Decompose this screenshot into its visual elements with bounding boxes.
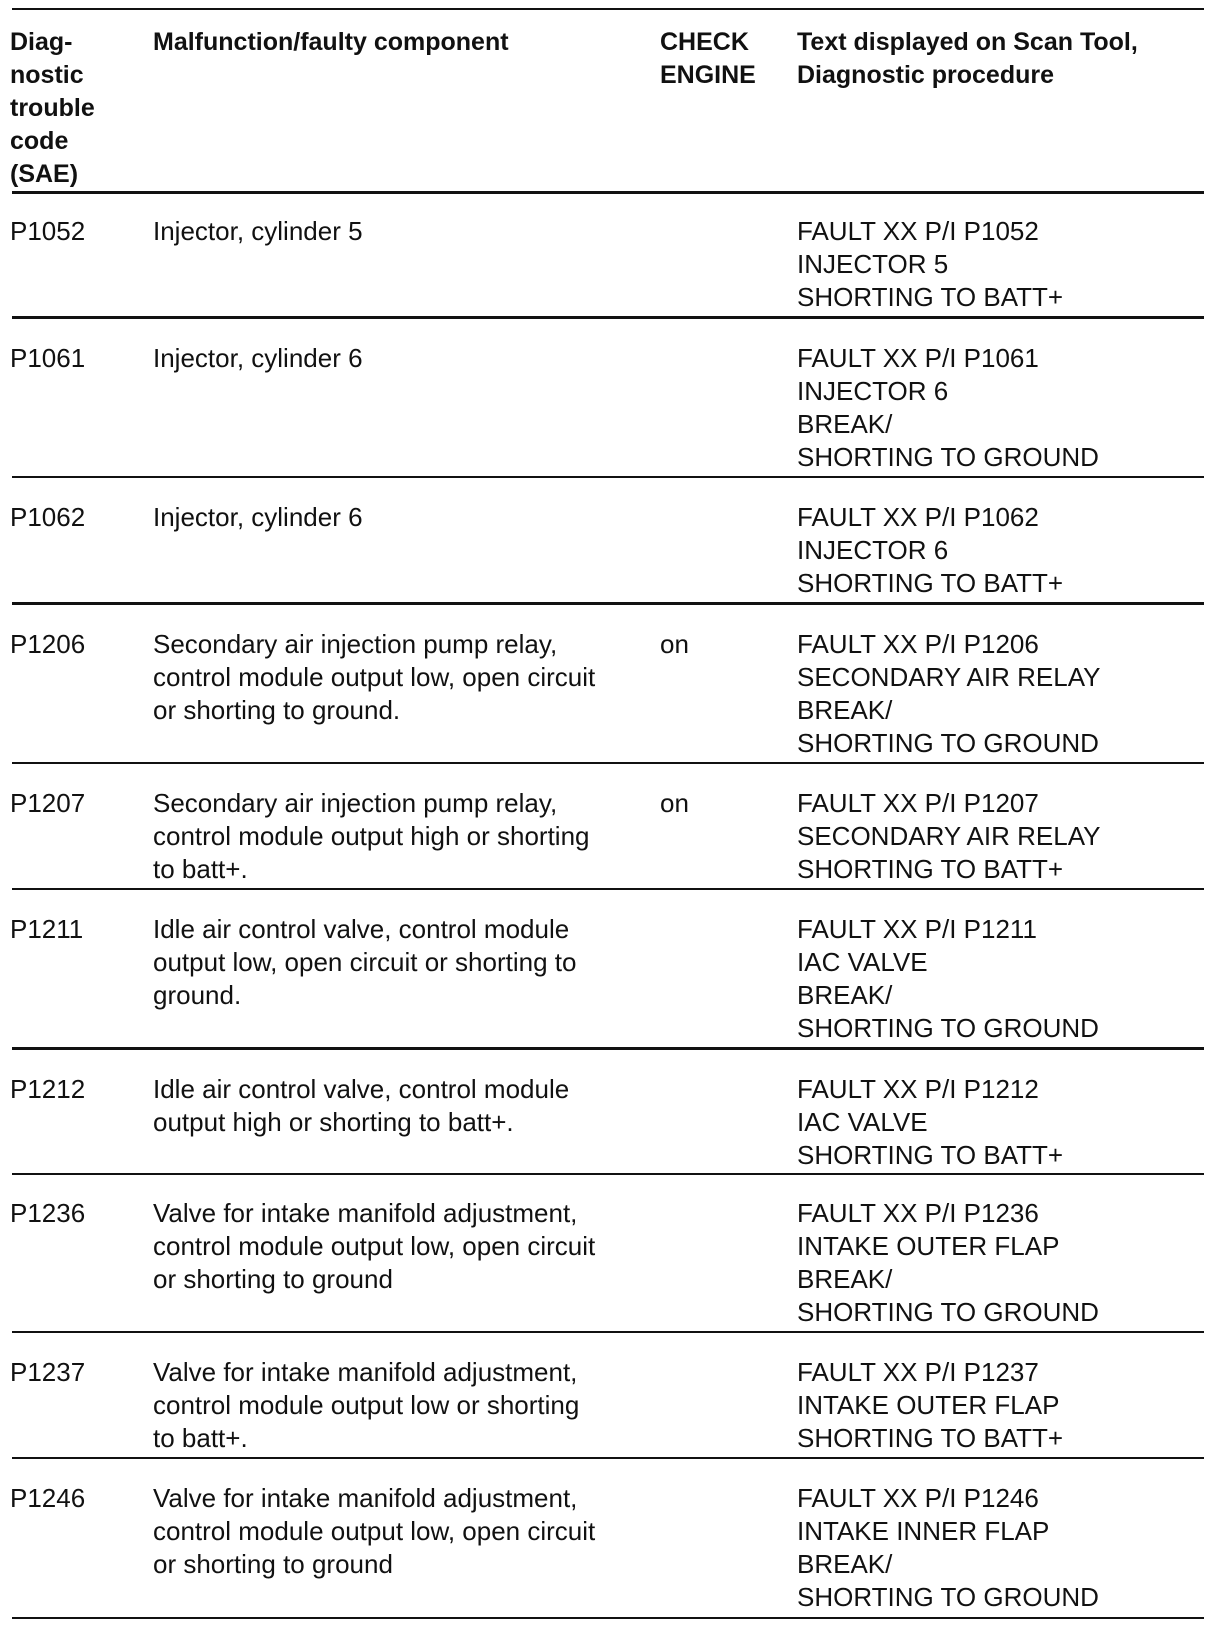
header-check-engine: CHECK ENGINE <box>660 28 756 89</box>
row-desc: Secondary air injection pump relay, control module output high or shorting to batt+. <box>153 788 590 884</box>
row-divider <box>12 1173 1204 1175</box>
row-scan-text: FAULT XX P/I P1237 INTAKE OUTER FLAP SHORTING TO BATT+ <box>797 1357 1064 1453</box>
row-scan-text: FAULT XX P/I P1211 IAC VALVE BREAK/ SHORTING TO GROUND <box>797 914 1099 1043</box>
row-scan-text: FAULT XX P/I P1061 INJECTOR 6 BREAK/ SHORTING TO GROUND <box>797 343 1099 472</box>
row-divider <box>12 762 1204 764</box>
header-rule <box>12 191 1204 194</box>
row-divider <box>12 476 1204 478</box>
row-divider <box>12 316 1204 319</box>
row-desc: Idle air control valve, control module output high or shorting to batt+. <box>153 1074 570 1137</box>
row-desc: Injector, cylinder 5 <box>153 216 363 246</box>
row-desc: Injector, cylinder 6 <box>153 502 363 532</box>
row-desc: Idle air control valve, control module output low, open circuit or shorting to ground. <box>153 914 577 1010</box>
table-top-rule <box>12 8 1204 10</box>
row-code: P1062 <box>10 502 86 532</box>
row-divider <box>12 1331 1204 1333</box>
row-code: P1237 <box>10 1357 86 1387</box>
row-code: P1246 <box>10 1483 86 1513</box>
row-code: P1211 <box>10 914 84 944</box>
row-divider <box>12 1457 1204 1459</box>
row-code: P1236 <box>10 1198 86 1228</box>
row-check-engine: on <box>660 629 689 659</box>
row-divider <box>12 602 1204 605</box>
row-scan-text: FAULT XX P/I P1212 IAC VALVE SHORTING TO BATT+ <box>797 1074 1064 1170</box>
row-scan-text: FAULT XX P/I P1062 INJECTOR 6 SHORTING TO BATT+ <box>797 502 1064 598</box>
row-desc: Valve for intake manifold adjustment, control module output low or shorting to batt+. <box>153 1357 580 1453</box>
row-desc: Valve for intake manifold adjustment, control module output low, open circuit or shorting to ground <box>153 1198 596 1294</box>
row-divider <box>12 1047 1204 1050</box>
row-scan-text: FAULT XX P/I P1206 SECONDARY AIR RELAY BREAK/ SHORTING TO GROUND <box>797 629 1101 758</box>
header-malfunction: Malfunction/faulty component <box>153 28 509 56</box>
row-check-engine: on <box>660 788 689 818</box>
row-desc: Valve for intake manifold adjustment, control module output low, open circuit or shorting to ground <box>153 1483 596 1579</box>
row-divider <box>12 888 1204 890</box>
row-code: P1052 <box>10 216 86 246</box>
row-code: P1206 <box>10 629 86 659</box>
row-scan-text: FAULT XX P/I P1236 INTAKE OUTER FLAP BREAK/ SHORTING TO GROUND <box>797 1198 1099 1327</box>
row-code: P1061 <box>10 343 86 373</box>
row-scan-text: FAULT XX P/I P1207 SECONDARY AIR RELAY SHORTING TO BATT+ <box>797 788 1101 884</box>
header-code: Diag- nostic trouble code (SAE) <box>10 28 95 188</box>
row-code: P1212 <box>10 1074 86 1104</box>
row-code: P1207 <box>10 788 86 818</box>
row-scan-text: FAULT XX P/I P1052 INJECTOR 5 SHORTING TO BATT+ <box>797 216 1064 312</box>
header-scan-tool: Text displayed on Scan Tool, Diagnostic procedure <box>797 28 1138 89</box>
row-desc: Injector, cylinder 6 <box>153 343 363 373</box>
table-bottom-rule <box>12 1617 1204 1619</box>
row-scan-text: FAULT XX P/I P1246 INTAKE INNER FLAP BREAK/ SHORTING TO GROUND <box>797 1483 1099 1612</box>
row-desc: Secondary air injection pump relay, control module output low, open circuit or shorting to ground. <box>153 629 596 725</box>
